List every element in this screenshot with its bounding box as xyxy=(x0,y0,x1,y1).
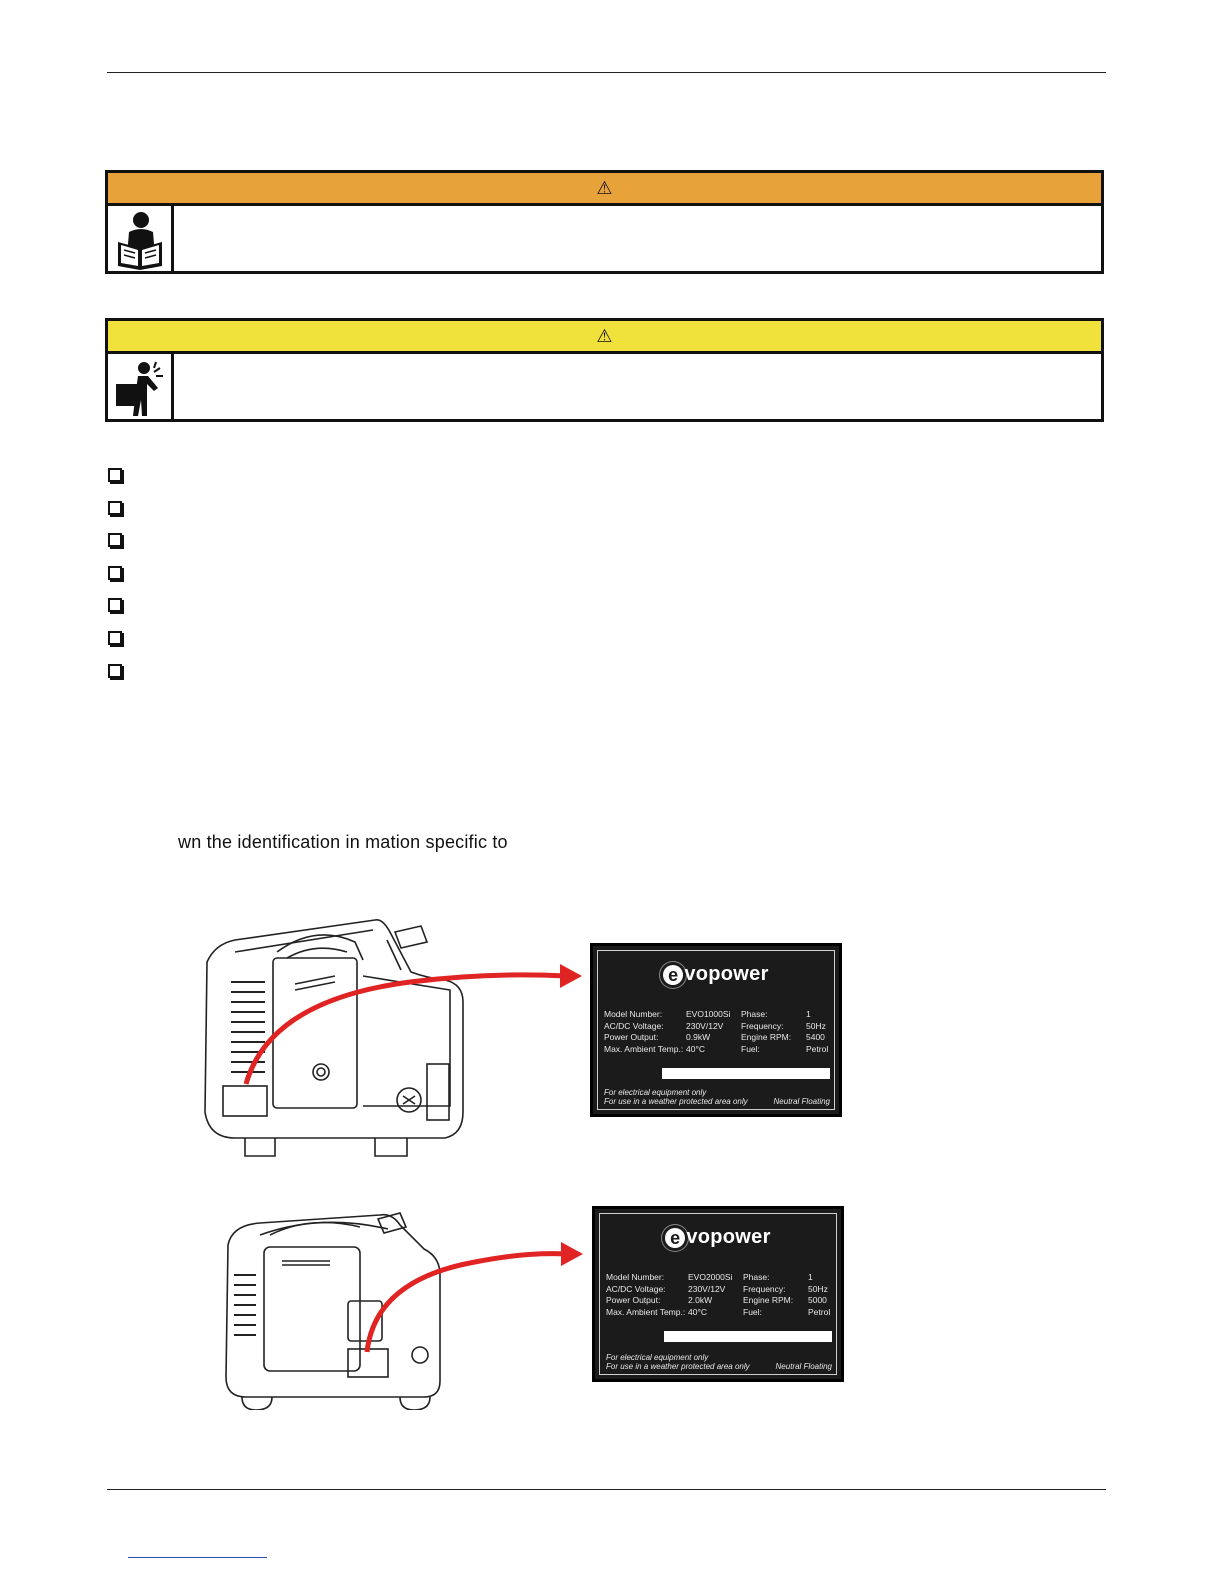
checkbox-icon[interactable] xyxy=(108,501,122,515)
warning-text xyxy=(174,354,1101,421)
checklist-item xyxy=(108,660,122,693)
checkbox-icon[interactable] xyxy=(108,468,122,482)
spec-table xyxy=(604,1009,828,1055)
warning-header xyxy=(108,173,1101,206)
rating-plate-2 xyxy=(592,1206,844,1382)
serial-number-field xyxy=(662,1068,830,1079)
warning-box-read-manual xyxy=(105,170,1104,274)
checklist xyxy=(108,464,122,692)
serial-number-field xyxy=(664,1331,832,1342)
checkbox-icon[interactable] xyxy=(108,631,122,645)
checklist-item xyxy=(108,497,122,530)
warning-box-heavy-lifting xyxy=(105,318,1104,422)
warning-text xyxy=(174,206,1101,273)
checklist-item xyxy=(108,594,122,627)
spec-row: Model Number: EVO2000Si Phase: 1 xyxy=(606,1272,813,1282)
plate-footer: For electrical equipment only For use in a weather protected area only Neutral Floating xyxy=(606,1353,832,1371)
arrow-to-plate-2 xyxy=(355,1240,590,1360)
footer-rule xyxy=(107,1489,1106,1490)
read-manual-icon xyxy=(108,206,174,273)
spec-row: Max. Ambient Temp.: 40°C Fuel: Petrol xyxy=(606,1306,831,1317)
spec-row: Model Number: EVO1000Si Phase: 1 xyxy=(604,1009,811,1019)
checkbox-icon[interactable] xyxy=(108,566,122,580)
checkbox-icon[interactable] xyxy=(108,598,122,612)
arrow-to-plate-1 xyxy=(230,960,590,1090)
checkbox-icon[interactable] xyxy=(108,664,122,678)
spec-table xyxy=(606,1272,830,1318)
spec-row: AC/DC Voltage: 230V/12V Frequency: 50Hz xyxy=(604,1020,826,1031)
checklist-item xyxy=(108,562,122,595)
header-rule xyxy=(107,72,1106,73)
checkbox-icon[interactable] xyxy=(108,533,122,547)
warning-header xyxy=(108,321,1101,354)
checklist-item xyxy=(108,627,122,660)
warning-triangle-icon: ⚠ xyxy=(596,325,613,346)
rating-plate-1 xyxy=(590,943,842,1117)
spec-row: Power Output: 0.9kW Engine RPM: 5400 xyxy=(604,1032,825,1042)
warning-triangle-icon: ⚠ xyxy=(596,177,613,198)
spec-row: Power Output: 2.0kW Engine RPM: 5000 xyxy=(606,1295,827,1305)
checklist-item xyxy=(108,464,122,497)
plate-footer: For electrical equipment only For use in a weather protected area only Neutral Floating xyxy=(604,1088,830,1106)
heavy-lifting-icon xyxy=(108,354,174,421)
evopower-logo: e vopower xyxy=(600,1226,836,1249)
footer-link[interactable] xyxy=(128,1557,267,1558)
spec-row: AC/DC Voltage: 230V/12V Frequency: 50Hz xyxy=(606,1283,828,1294)
checklist-item xyxy=(108,529,122,562)
spec-row: Max. Ambient Temp.: 40°C Fuel: Petrol xyxy=(604,1043,829,1054)
evopower-logo: e vopower xyxy=(598,963,834,986)
identification-caption: wn the identification in mation specific to xyxy=(178,832,508,852)
